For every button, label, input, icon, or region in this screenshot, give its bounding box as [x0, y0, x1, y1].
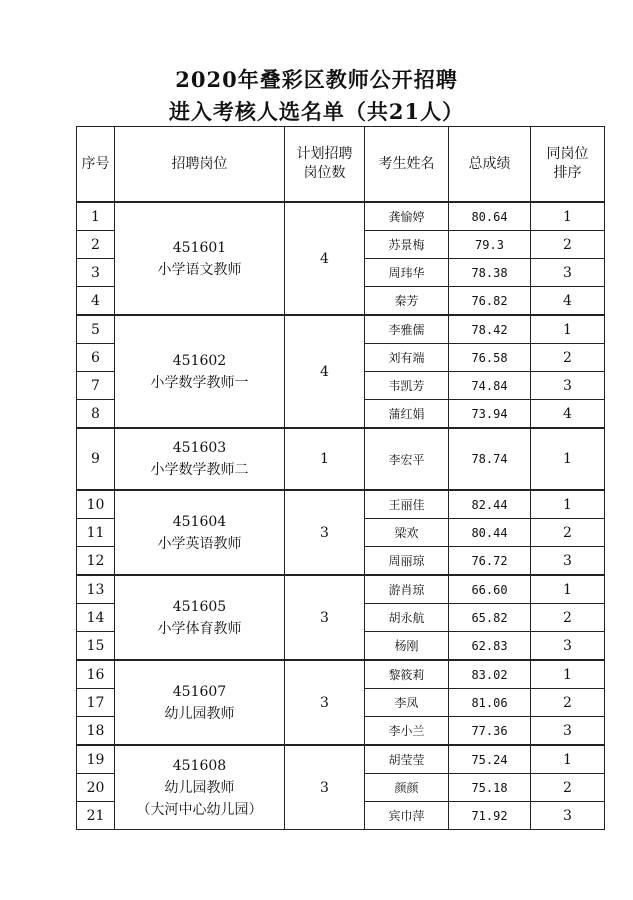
- cell-score: 71.92: [449, 802, 531, 830]
- cell-score: 78.38: [449, 259, 531, 287]
- candidate-table: [76, 126, 605, 830]
- post-code: 451607: [172, 683, 227, 700]
- cell-name: 李雅儒: [365, 315, 449, 344]
- cell-seq: 18: [77, 717, 115, 746]
- cell-rank: 2: [531, 231, 605, 259]
- table-body: [77, 202, 605, 830]
- header-seq: 序号: [77, 127, 115, 203]
- post-code: 451603: [172, 440, 227, 456]
- document-title-line2: 进入考核人选名单（共21人）: [168, 99, 465, 124]
- cell-rank: 3: [531, 547, 605, 576]
- cell-name: 胡莹莹: [365, 745, 449, 774]
- post-code: 451601: [172, 239, 227, 256]
- cell-score: 75.18: [449, 774, 531, 802]
- cell-seq: 13: [77, 575, 115, 604]
- cell-seq: 9: [77, 428, 115, 490]
- cell-seq: 14: [77, 604, 115, 632]
- cell-rank: 2: [531, 519, 605, 547]
- cell-seq: 7: [77, 372, 115, 400]
- document-title-line1: 2020年叠彩区教师公开招聘: [175, 67, 458, 92]
- post-code: 451608: [172, 757, 227, 774]
- header-name: 考生姓名: [365, 127, 449, 203]
- cell-score: 74.84: [449, 372, 531, 400]
- cell-name: 龚愉婷: [365, 202, 449, 231]
- cell-post: [115, 660, 285, 745]
- cell-rank: 2: [531, 344, 605, 372]
- table-row: [77, 660, 605, 689]
- cell-score: 76.58: [449, 344, 531, 372]
- table-row: [77, 428, 605, 490]
- cell-score: 77.36: [449, 717, 531, 746]
- table-row: [77, 575, 605, 604]
- cell-post: [115, 315, 285, 428]
- cell-quota: 4: [285, 202, 365, 315]
- cell-post: [115, 490, 285, 575]
- cell-score: 83.02: [449, 660, 531, 689]
- header-rank: [531, 127, 605, 203]
- cell-name: 黎筱莉: [365, 660, 449, 689]
- cell-name: 游肖琼: [365, 575, 449, 604]
- cell-score: 75.24: [449, 745, 531, 774]
- cell-rank: 4: [531, 400, 605, 429]
- cell-post: [115, 202, 285, 315]
- cell-name: 颜颜: [365, 774, 449, 802]
- cell-name: 周丽琼: [365, 547, 449, 576]
- header-quota-line2: 岗位数: [303, 165, 346, 181]
- cell-rank: 3: [531, 372, 605, 400]
- cell-quota: 1: [285, 428, 365, 490]
- cell-score: 79.3: [449, 231, 531, 259]
- cell-rank: 4: [531, 287, 605, 316]
- cell-name: 王丽佳: [365, 490, 449, 519]
- cell-quota: 3: [285, 490, 365, 575]
- cell-seq: 10: [77, 490, 115, 519]
- cell-quota: 4: [285, 315, 365, 428]
- post-code: 451602: [172, 352, 227, 369]
- cell-name: 蒲红娟: [365, 400, 449, 429]
- cell-score: 76.82: [449, 287, 531, 316]
- header-quota: [285, 127, 365, 203]
- cell-score: 76.72: [449, 547, 531, 576]
- post-title: 幼儿园教师: [164, 705, 235, 722]
- cell-score: 66.60: [449, 575, 531, 604]
- cell-score: 78.74: [449, 428, 531, 490]
- cell-rank: 1: [531, 202, 605, 231]
- cell-seq: 11: [77, 519, 115, 547]
- cell-name: 苏景梅: [365, 231, 449, 259]
- cell-name: 梁欢: [365, 519, 449, 547]
- cell-rank: 3: [531, 259, 605, 287]
- cell-rank: 3: [531, 632, 605, 661]
- header-row: [77, 127, 605, 203]
- cell-seq: 20: [77, 774, 115, 802]
- cell-name: 韦凯芳: [365, 372, 449, 400]
- cell-score: 82.44: [449, 490, 531, 519]
- cell-seq: 21: [77, 802, 115, 830]
- cell-seq: 19: [77, 745, 115, 774]
- cell-score: 62.83: [449, 632, 531, 661]
- post-title: 小学体育教师: [157, 620, 242, 637]
- post-title: 小学语文教师: [157, 261, 242, 278]
- cell-score: 80.64: [449, 202, 531, 231]
- cell-rank: 3: [531, 802, 605, 830]
- cell-seq: 2: [77, 231, 115, 259]
- cell-seq: 17: [77, 689, 115, 717]
- cell-name: 周玮华: [365, 259, 449, 287]
- cell-seq: 4: [77, 287, 115, 316]
- cell-rank: 3: [531, 717, 605, 746]
- cell-score: 73.94: [449, 400, 531, 429]
- cell-name: 李宏平: [365, 428, 449, 490]
- cell-rank: 1: [531, 428, 605, 490]
- cell-rank: 1: [531, 660, 605, 689]
- cell-name: 李凤: [365, 689, 449, 717]
- cell-score: 80.44: [449, 519, 531, 547]
- cell-rank: 2: [531, 689, 605, 717]
- post-title: 小学数学教师二: [150, 462, 249, 478]
- header-rank-line1: 同岗位: [546, 146, 589, 162]
- post-title: 小学英语教师: [157, 535, 242, 552]
- cell-score: 65.82: [449, 604, 531, 632]
- post-title: 小学数学教师一: [150, 374, 249, 391]
- cell-seq: 15: [77, 632, 115, 661]
- post-code: 451605: [172, 598, 227, 615]
- cell-seq: 3: [77, 259, 115, 287]
- cell-score: 78.42: [449, 315, 531, 344]
- cell-name: 刘有端: [365, 344, 449, 372]
- cell-rank: 2: [531, 604, 605, 632]
- cell-quota: 3: [285, 660, 365, 745]
- cell-post: [115, 428, 285, 490]
- table-row: [77, 745, 605, 774]
- cell-rank: 1: [531, 745, 605, 774]
- header-score: 总成绩: [449, 127, 531, 203]
- cell-quota: 3: [285, 575, 365, 660]
- cell-seq: 16: [77, 660, 115, 689]
- post-code: 451604: [172, 513, 227, 530]
- table-row: [77, 315, 605, 344]
- header-rank-line2: 排序: [553, 165, 582, 181]
- post-title: 幼儿园教师: [164, 779, 235, 796]
- cell-post: [115, 575, 285, 660]
- cell-seq: 6: [77, 344, 115, 372]
- cell-score: 81.06: [449, 689, 531, 717]
- cell-post: [115, 745, 285, 830]
- header-quota-line1: 计划招聘: [296, 146, 353, 162]
- cell-name: 胡永航: [365, 604, 449, 632]
- post-note: （大河中心幼儿园）: [136, 801, 263, 818]
- cell-seq: 12: [77, 547, 115, 576]
- cell-seq: 8: [77, 400, 115, 429]
- cell-seq: 1: [77, 202, 115, 231]
- cell-rank: 1: [531, 315, 605, 344]
- table-row: [77, 490, 605, 519]
- cell-rank: 1: [531, 575, 605, 604]
- cell-quota: 3: [285, 745, 365, 830]
- cell-name: 杨刚: [365, 632, 449, 661]
- header-post: 招聘岗位: [115, 127, 285, 203]
- cell-rank: 1: [531, 490, 605, 519]
- table-row: [77, 202, 605, 231]
- cell-rank: 2: [531, 774, 605, 802]
- cell-seq: 5: [77, 315, 115, 344]
- cell-name: 秦芳: [365, 287, 449, 316]
- cell-name: 宾巾萍: [365, 802, 449, 830]
- cell-name: 李小兰: [365, 717, 449, 746]
